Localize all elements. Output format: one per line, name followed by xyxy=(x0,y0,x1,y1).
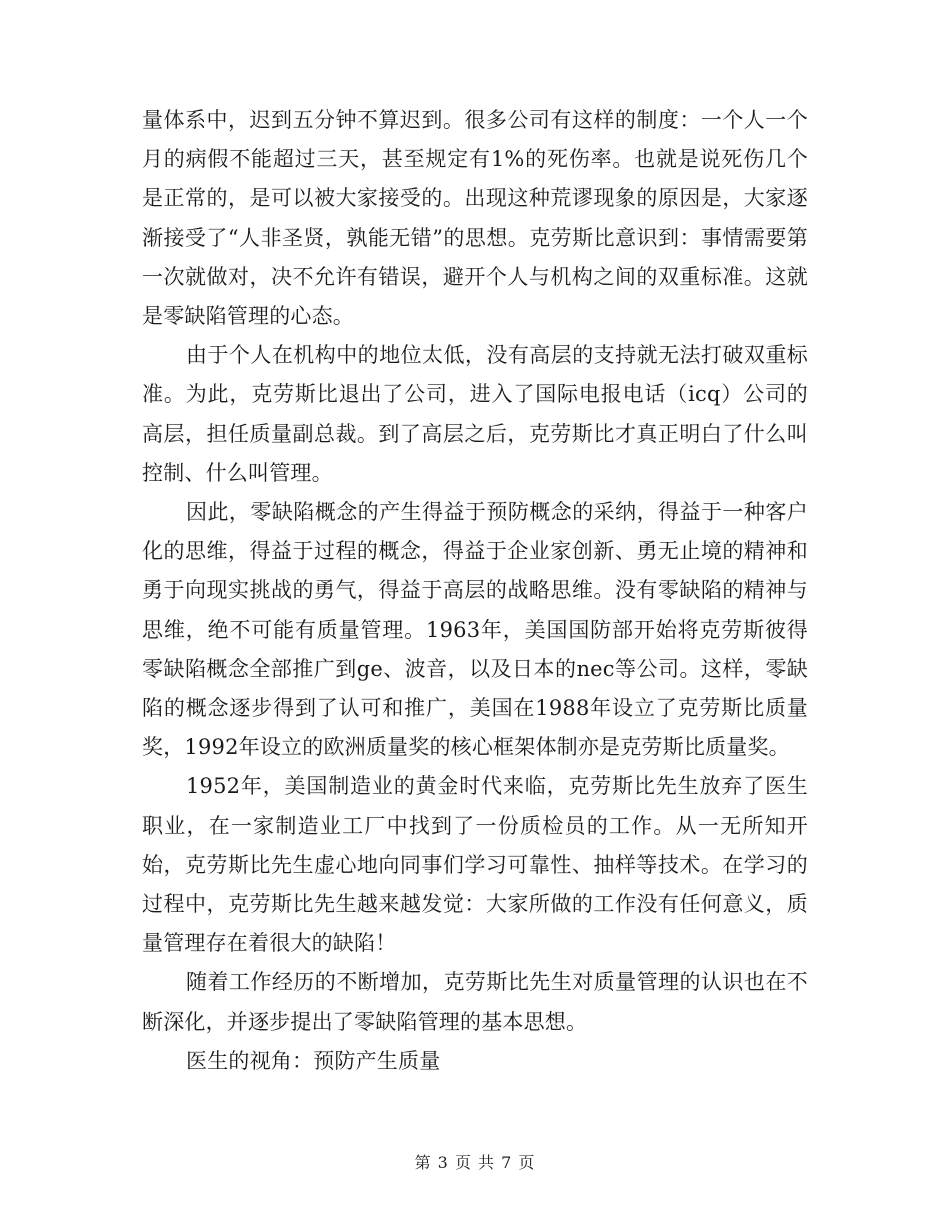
paragraph-5: 随着工作经历的不断增加，克劳斯比先生对质量管理的认识也在不断深化，并逐步提出了零缺陷管理的基本思想。 xyxy=(142,970,808,1034)
paragraph-4: 1952年，美国制造业的黄金时代来临，克劳斯比先生放弃了医生职业，在一家制造业工厂中找到了一份质检员的工作。从一无所知开始，克劳斯比先生虚心地向同事们学习可靠性、抽样等技术。在学习的过程中，克劳斯比先生越来越发觉：大家所做的工作没有任何意义，质量管理存在着很大的缺陷！ xyxy=(142,774,808,956)
page-number-footer: 第 3 页 共 7 页 xyxy=(414,1153,536,1172)
paragraph-3: 因此，零缺陷概念的产生得益于预防概念的采纳，得益于一种客户化的思维，得益于过程的概念，得益于企业家创新、勇无止境的精神和勇于向现实挑战的勇气，得益于高层的战略思维。没有零缺陷的精神与思维，绝不可能有质量管理。1963年，美国国防部开始将克劳斯彼得零缺陷概念全部推广到ge、波音，以及日本的nec等公司。这样，零缺陷的概念逐步得到了认可和推广，美国在1988年设立了克劳斯比质量奖，1992年设立的欧洲质量奖的核心框架体制亦是克劳斯比质量奖。 xyxy=(142,500,808,760)
paragraph-1: 量体系中，迟到五分钟不算迟到。很多公司有这样的制度：一个人一个月的病假不能超过三天，甚至规定有1%的死伤率。也就是说死伤几个是正常的，是可以被大家接受的。出现这种荒谬现象的原因是，大家逐渐接受了“人非圣贤，孰能无错”的思想。克劳斯比意识到：事情需要第一次就做对，决不允许有错误，避开个人与机构之间的双重标准。这就是零缺陷管理的心态。 xyxy=(142,108,808,329)
document-body xyxy=(142,101,808,1081)
section-heading: 医生的视角：预防产生质量 xyxy=(186,1048,441,1073)
paragraph-2: 由于个人在机构中的地位太低，没有高层的支持就无法打破双重标准。为此，克劳斯比退出了公司，进入了国际电报电话（icq）公司的高层，担任质量副总裁。到了高层之后，克劳斯比才真正明白了什么叫控制、什么叫管理。 xyxy=(142,343,808,485)
